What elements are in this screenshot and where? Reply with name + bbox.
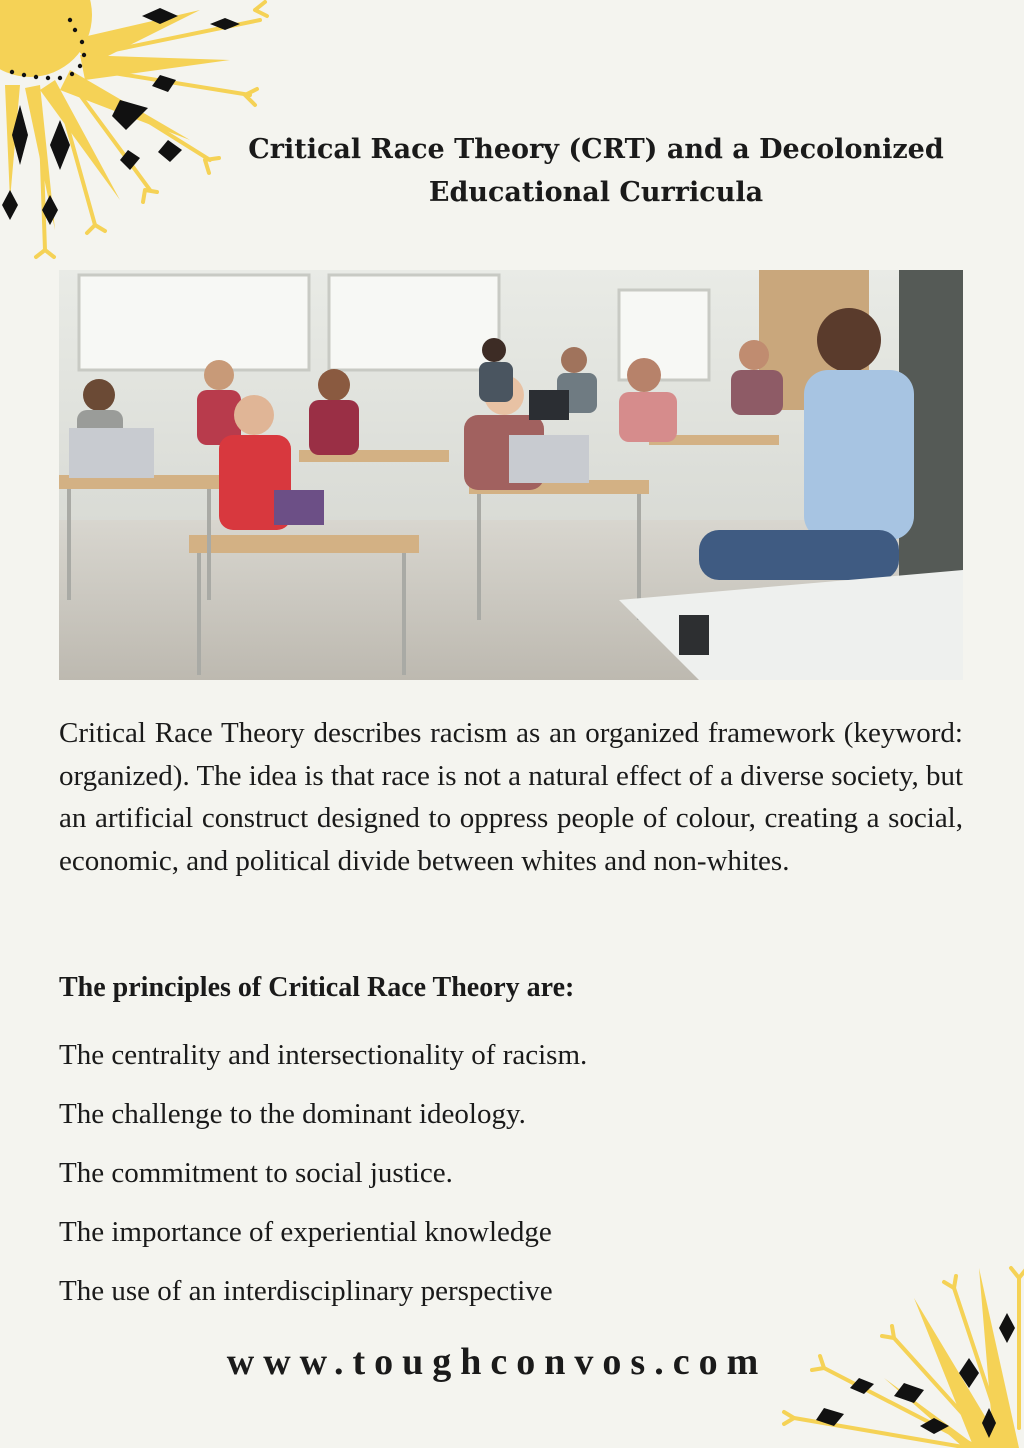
classroom-photo xyxy=(59,270,963,680)
intro-paragraph xyxy=(59,712,963,882)
page-title xyxy=(230,128,962,214)
principles-heading: The principles of Critical Race Theory are: xyxy=(59,972,575,1003)
principle-item: The challenge to the dominant ideology. xyxy=(59,1098,526,1130)
principle-item: The commitment to social justice. xyxy=(59,1157,453,1189)
principles-list xyxy=(59,1034,963,1329)
title-line-1: Critical Race Theory (CRT) and a Decolonized xyxy=(248,134,944,165)
principle-item: The use of an interdisciplinary perspective xyxy=(59,1275,553,1307)
intro-text: Critical Race Theory describes racism as an organized framework (keyword: organized). The idea is that race is not a natural effect of a diverse society, but an artificial construct designed to oppress people of colour, creating a social, economic, and political divide between whites and non-whites. xyxy=(59,717,964,877)
principle-item: The importance of experiential knowledge xyxy=(59,1216,552,1248)
title-line-2: Educational Curricula xyxy=(428,177,764,208)
website-url: www.toughconvos.com xyxy=(226,1341,768,1383)
principle-item: The centrality and intersectionality of racism. xyxy=(59,1039,588,1071)
